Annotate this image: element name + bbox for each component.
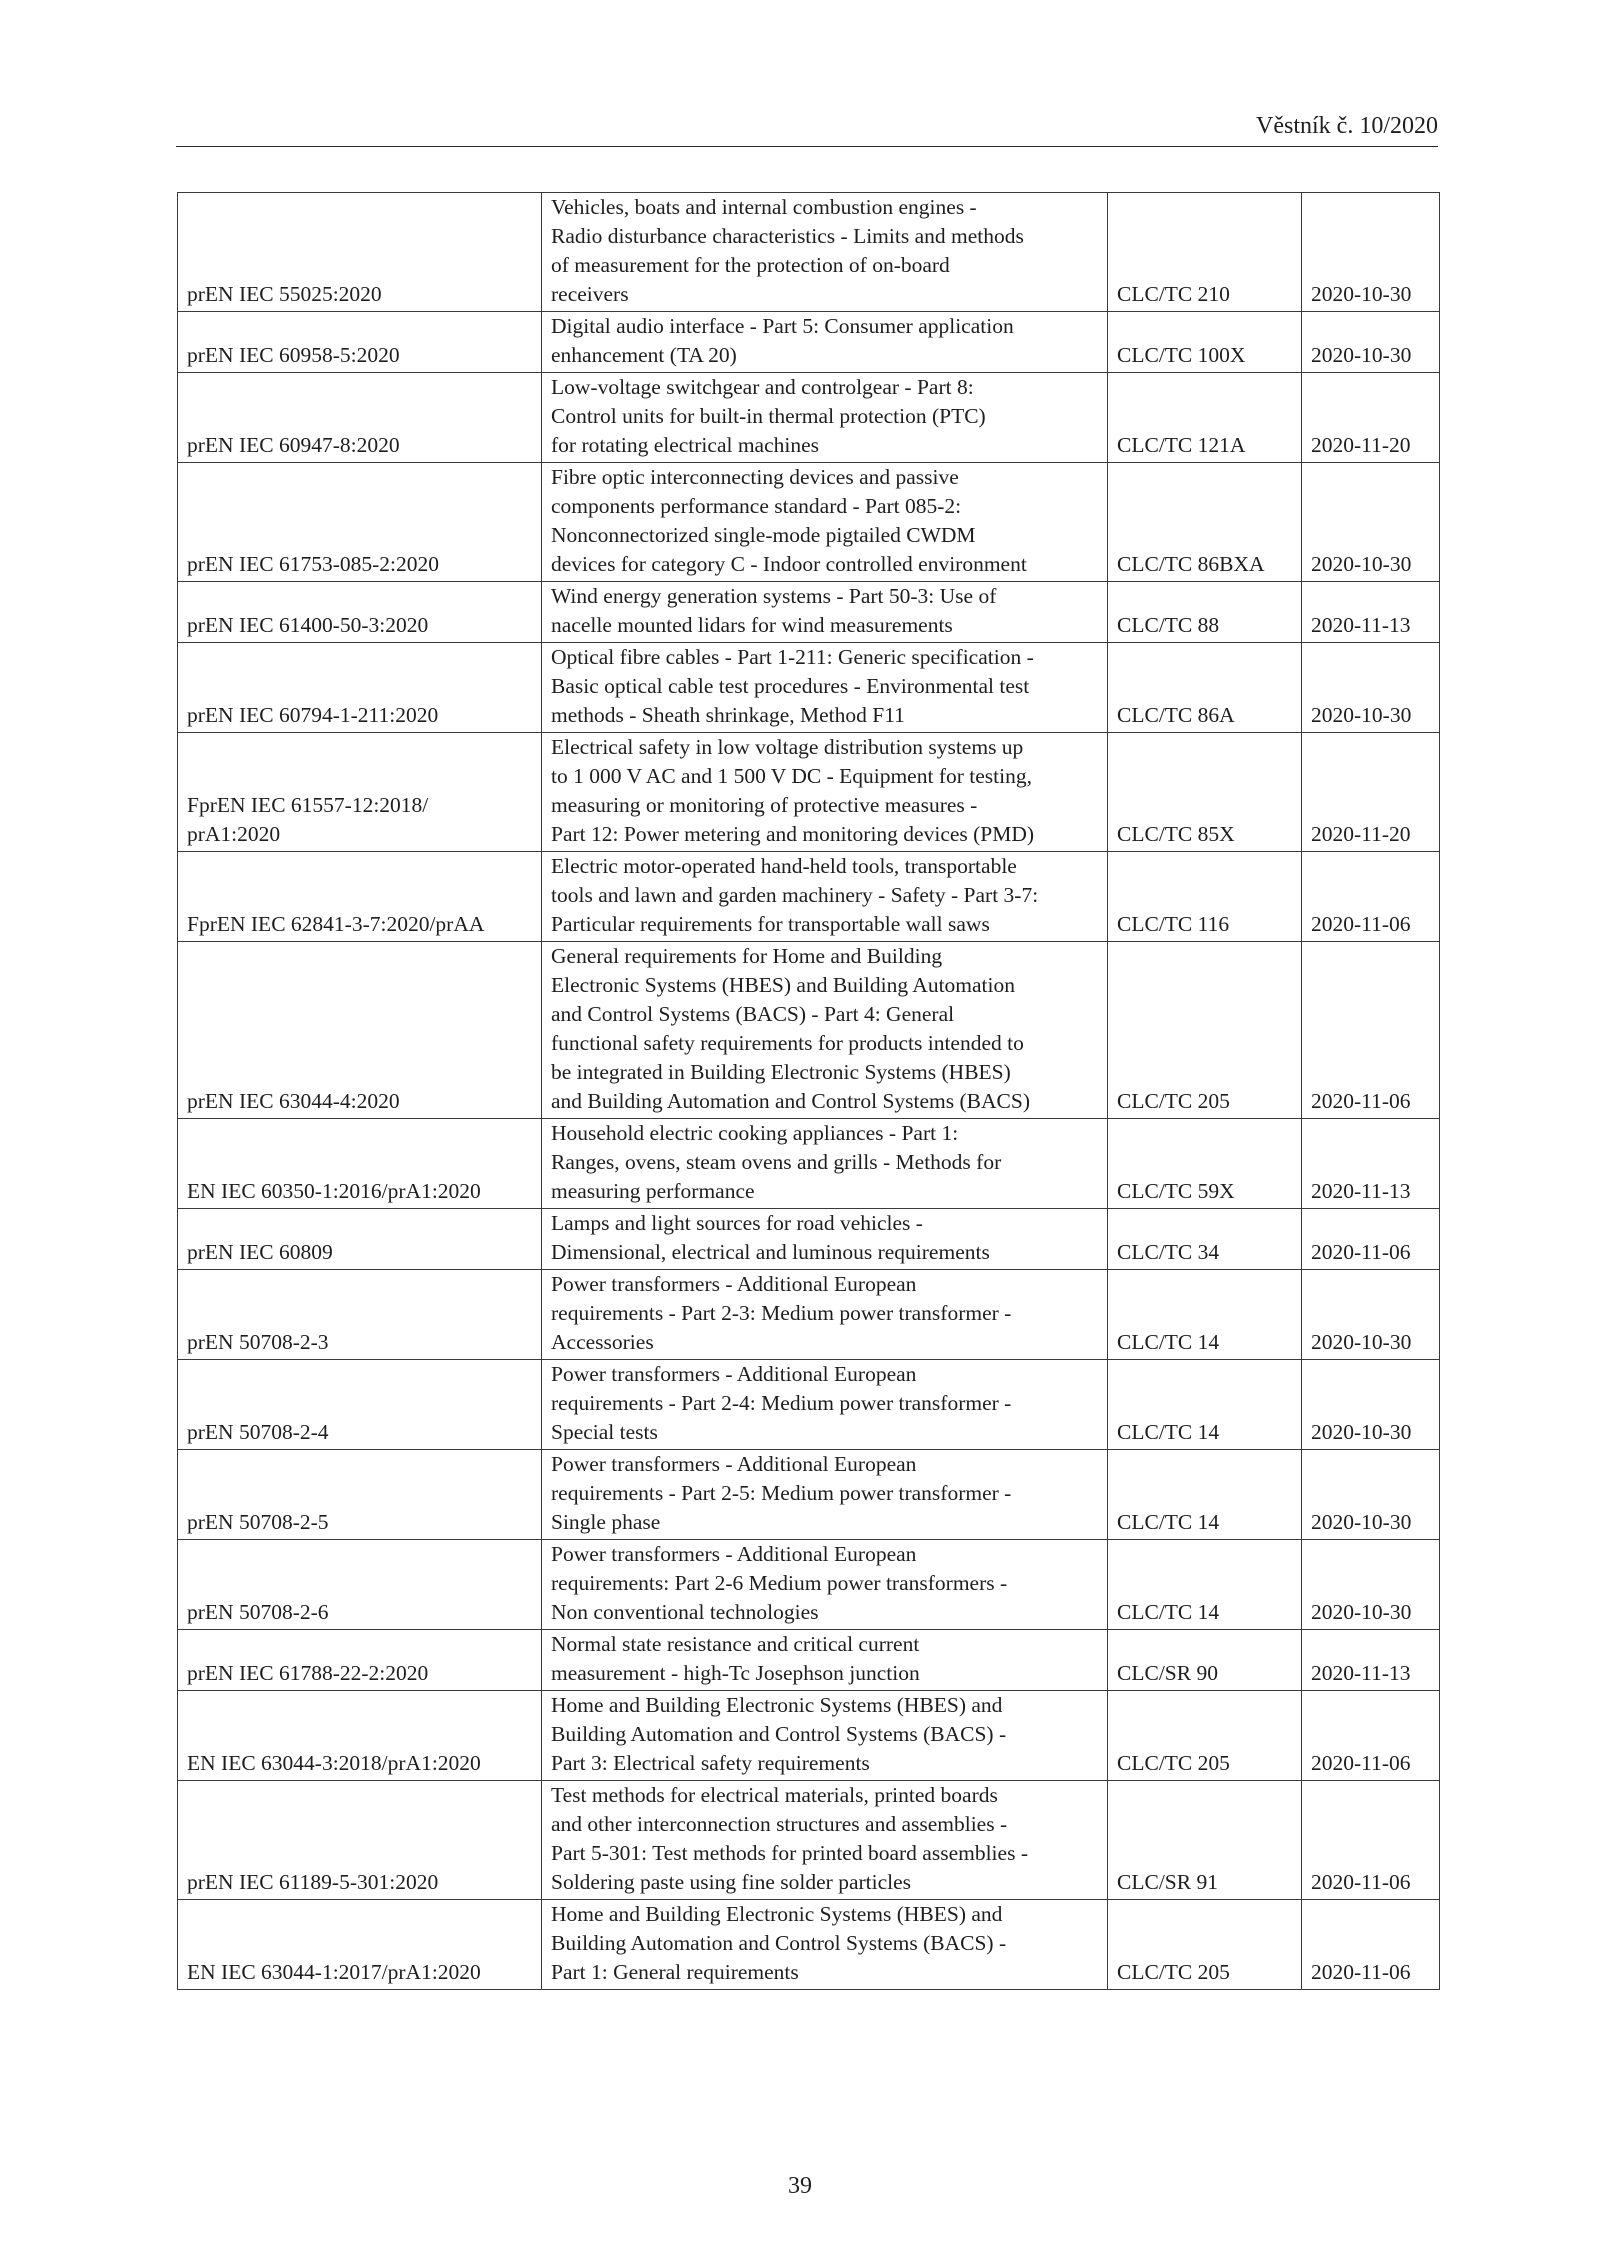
- standard-code: prEN IEC 61189-5-301:2020: [178, 1781, 542, 1900]
- comment-deadline: 2020-11-13: [1302, 1119, 1440, 1209]
- standard-code: prEN IEC 60958-5:2020: [178, 312, 542, 373]
- technical-committee: CLC/TC 210: [1108, 193, 1302, 312]
- technical-committee: CLC/TC 14: [1108, 1360, 1302, 1450]
- standard-code: prEN 50708-2-5: [178, 1450, 542, 1540]
- standard-code: prEN IEC 61788-22-2:2020: [178, 1630, 542, 1691]
- standard-code: prEN 50708-2-3: [178, 1270, 542, 1360]
- standard-title: Lamps and light sources for road vehicles - Dimensional, electrical and luminous requirements: [542, 1209, 1108, 1270]
- table-row: [178, 193, 1440, 312]
- comment-deadline: 2020-10-30: [1302, 1360, 1440, 1450]
- standard-code: prEN 50708-2-6: [178, 1540, 542, 1630]
- standard-title: Low-voltage switchgear and controlgear - Part 8: Control units for built-in thermal protection (PTC) for rotating electrical machines: [542, 373, 1108, 463]
- table-row: [178, 1360, 1440, 1450]
- table-row: [178, 643, 1440, 733]
- standard-title: Vehicles, boats and internal combustion engines - Radio disturbance characteristics - Limits and methods of measurement for the protection of on-board receivers: [542, 193, 1108, 312]
- table-row: [178, 463, 1440, 582]
- table-row: [178, 1209, 1440, 1270]
- technical-committee: CLC/TC 88: [1108, 582, 1302, 643]
- standard-title: Power transformers - Additional European requirements: Part 2-6 Medium power transformers - Non conventional technologies: [542, 1540, 1108, 1630]
- technical-committee: CLC/TC 205: [1108, 1691, 1302, 1781]
- comment-deadline: 2020-11-06: [1302, 1781, 1440, 1900]
- table-row: [178, 1119, 1440, 1209]
- standard-code: prEN IEC 55025:2020: [178, 193, 542, 312]
- table-row: [178, 852, 1440, 942]
- technical-committee: CLC/TC 14: [1108, 1450, 1302, 1540]
- comment-deadline: 2020-10-30: [1302, 1450, 1440, 1540]
- standard-title: Household electric cooking appliances - Part 1: Ranges, ovens, steam ovens and grills - Methods for measuring performance: [542, 1119, 1108, 1209]
- technical-committee: CLC/TC 121A: [1108, 373, 1302, 463]
- comment-deadline: 2020-11-06: [1302, 852, 1440, 942]
- standard-code: prEN IEC 61753-085-2:2020: [178, 463, 542, 582]
- table-row: [178, 1540, 1440, 1630]
- standard-title: Digital audio interface - Part 5: Consumer application enhancement (TA 20): [542, 312, 1108, 373]
- comment-deadline: 2020-11-06: [1302, 1691, 1440, 1781]
- technical-committee: CLC/SR 91: [1108, 1781, 1302, 1900]
- standard-title: Test methods for electrical materials, printed boards and other interconnection structures and assemblies - Part 5-301: Test methods for printed board assemblies - Soldering paste using fine solder particles: [542, 1781, 1108, 1900]
- standard-title: Home and Building Electronic Systems (HBES) and Building Automation and Control Systems (BACS) - Part 1: General requirements: [542, 1900, 1108, 1990]
- table-row: [178, 942, 1440, 1119]
- table-row: [178, 1450, 1440, 1540]
- standard-title: Electrical safety in low voltage distribution systems up to 1 000 V AC and 1 500 V DC - Equipment for testing, measuring or monitoring of protective measures - Part 12: Power metering and monitoring devices (PMD): [542, 733, 1108, 852]
- table-row: [178, 1900, 1440, 1990]
- standard-code: prEN IEC 61400-50-3:2020: [178, 582, 542, 643]
- table-row: [178, 1781, 1440, 1900]
- comment-deadline: 2020-11-20: [1302, 733, 1440, 852]
- standard-code: prEN IEC 60947-8:2020: [178, 373, 542, 463]
- technical-committee: CLC/TC 14: [1108, 1270, 1302, 1360]
- technical-committee: CLC/TC 116: [1108, 852, 1302, 942]
- comment-deadline: 2020-10-30: [1302, 193, 1440, 312]
- standard-code: prEN IEC 60809: [178, 1209, 542, 1270]
- standard-code: EN IEC 63044-3:2018/prA1:2020: [178, 1691, 542, 1781]
- comment-deadline: 2020-11-13: [1302, 582, 1440, 643]
- standard-title: Power transformers - Additional European requirements - Part 2-4: Medium power transformer - Special tests: [542, 1360, 1108, 1450]
- comment-deadline: 2020-11-06: [1302, 1900, 1440, 1990]
- standard-title: General requirements for Home and Building Electronic Systems (HBES) and Building Automation and Control Systems (BACS) - Part 4: General functional safety requirements for products intended to be integrated in Building Electronic Systems (HBES) and Building Automation and Control Systems (BACS): [542, 942, 1108, 1119]
- standard-title: Optical fibre cables - Part 1-211: Generic specification - Basic optical cable test procedures - Environmental test methods - Sheath shrinkage, Method F11: [542, 643, 1108, 733]
- comment-deadline: 2020-10-30: [1302, 463, 1440, 582]
- comment-deadline: 2020-10-30: [1302, 312, 1440, 373]
- table-row: [178, 1270, 1440, 1360]
- standard-title: Normal state resistance and critical current measurement - high-Tc Josephson junction: [542, 1630, 1108, 1691]
- technical-committee: CLC/TC 86BXA: [1108, 463, 1302, 582]
- comment-deadline: 2020-10-30: [1302, 1270, 1440, 1360]
- comment-deadline: 2020-11-13: [1302, 1630, 1440, 1691]
- standard-code: prEN 50708-2-4: [178, 1360, 542, 1450]
- comment-deadline: 2020-11-06: [1302, 942, 1440, 1119]
- standard-title: Power transformers - Additional European requirements - Part 2-5: Medium power transformer - Single phase: [542, 1450, 1108, 1540]
- table-row: [178, 1630, 1440, 1691]
- table-row: [178, 582, 1440, 643]
- comment-deadline: 2020-11-06: [1302, 1209, 1440, 1270]
- table-row: [178, 1691, 1440, 1781]
- standard-title: Fibre optic interconnecting devices and passive components performance standard - Part 085-2: Nonconnectorized single-mode pigtailed CWDM devices for category C - Indoor controlled environment: [542, 463, 1108, 582]
- table-row: [178, 312, 1440, 373]
- technical-committee: CLC/TC 14: [1108, 1540, 1302, 1630]
- standard-code: prEN IEC 60794-1-211:2020: [178, 643, 542, 733]
- standards-table: [177, 192, 1440, 1990]
- technical-committee: CLC/TC 59X: [1108, 1119, 1302, 1209]
- technical-committee: CLC/TC 34: [1108, 1209, 1302, 1270]
- technical-committee: CLC/TC 205: [1108, 942, 1302, 1119]
- standard-code: EN IEC 63044-1:2017/prA1:2020: [178, 1900, 542, 1990]
- standard-code: EN IEC 60350-1:2016/prA1:2020: [178, 1119, 542, 1209]
- technical-committee: CLC/TC 86A: [1108, 643, 1302, 733]
- comment-deadline: 2020-10-30: [1302, 643, 1440, 733]
- standard-code: FprEN IEC 61557-12:2018/ prA1:2020: [178, 733, 542, 852]
- standard-title: Electric motor-operated hand-held tools, transportable tools and lawn and garden machinery - Safety - Part 3-7: Particular requirements for transportable wall saws: [542, 852, 1108, 942]
- table-row: [178, 373, 1440, 463]
- running-header: [176, 112, 1438, 147]
- standard-title: Home and Building Electronic Systems (HBES) and Building Automation and Control Systems (BACS) - Part 3: Electrical safety requirements: [542, 1691, 1108, 1781]
- standard-code: FprEN IEC 62841-3-7:2020/prAA: [178, 852, 542, 942]
- journal-issue-title: Věstník č. 10/2020: [1256, 113, 1438, 139]
- page-number: 39: [788, 2173, 812, 2199]
- standard-title: Wind energy generation systems - Part 50-3: Use of nacelle mounted lidars for wind measurements: [542, 582, 1108, 643]
- standard-title: Power transformers - Additional European requirements - Part 2-3: Medium power transformer - Accessories: [542, 1270, 1108, 1360]
- table-row: [178, 733, 1440, 852]
- technical-committee: CLC/TC 85X: [1108, 733, 1302, 852]
- comment-deadline: 2020-11-20: [1302, 373, 1440, 463]
- standard-code: prEN IEC 63044-4:2020: [178, 942, 542, 1119]
- technical-committee: CLC/SR 90: [1108, 1630, 1302, 1691]
- technical-committee: CLC/TC 205: [1108, 1900, 1302, 1990]
- standards-table-body: [178, 193, 1440, 1990]
- technical-committee: CLC/TC 100X: [1108, 312, 1302, 373]
- comment-deadline: 2020-10-30: [1302, 1540, 1440, 1630]
